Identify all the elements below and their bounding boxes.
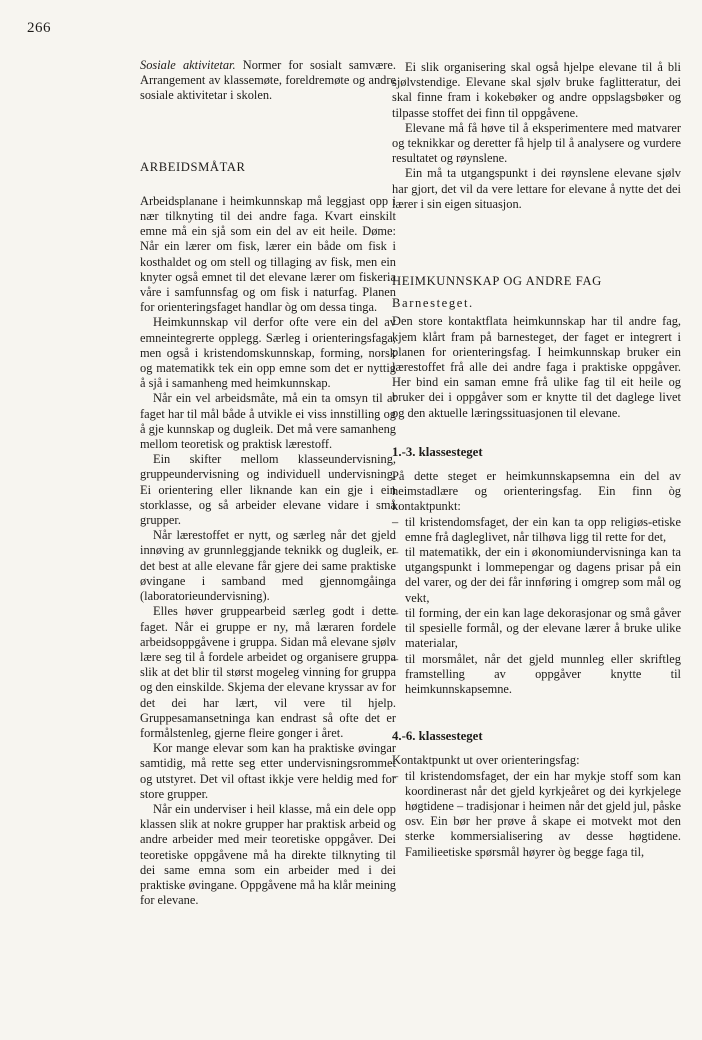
right-column xyxy=(392,60,681,860)
list-item: – til kristendomsfaget, der ein har mykje stoff som kan koordinerast når det gjeld kyrkjeåret og dei kyrkjelege høgtidene – tradisjonar i heimen når det gjeld jul, påske osv. Ein bør her prøve å skape ei motvekt mot den sterke kommersialisering av desse høgtidene. Familieetiske spørsmål høyrer òg begge faga til, xyxy=(392,769,681,860)
heading-4-6-klassesteget: 4.-6. klassesteget xyxy=(392,729,483,744)
paragraph: Kor mange elevar som kan ha praktiske øvingar samtidig, må rette seg etter undervisningsrommet og utstyret. Det vil oftast ikkje vere heldig med for store grupper. xyxy=(140,741,396,801)
paragraph: Ein skifter mellom klasseundervisning, gruppeundervisning og individuell undervisning. Ei orientering eller liknande kan ein gje i ein storklasse, og så arbeider elevane vidare i små grupper. xyxy=(140,452,396,528)
paragraph: Når ein vel arbeidsmåte, må ein ta omsyn til at faget har til mål både å utvikle ei viss innstilling og å gje kunnskap og dugleik. Det må vere samanheng mellom teoretisk og praktisk lærestoff. xyxy=(140,391,396,452)
list-item: – til matematikk, der ein i økonomiundervisninga kan ta utgangspunkt i lommepengar og dagens prisar på ein del varer, og der dei får innføring i omgrep som mål og vekt, xyxy=(392,545,681,606)
paragraph: Den store kontaktflata heimkunnskap har til andre fag, kjem klårt fram på barnesteget, der faget er integrert i planen for orienteringsfag. I heimkunnskap bruker ein lærestoffet frå alle dei andre faga i praktiske oppgåver. Her bind ein saman emne frå ulike fag til eit heile og bruker dei i oppgåver som er knytte til det daglege livet og den aktuelle læringssituasjonen til elevane. xyxy=(392,314,681,420)
paragraph: På dette steget er heimkunnskapsemna ein del av heimstadlære og orienteringsfag. Ein finn òg kontaktpunkt: xyxy=(392,469,681,514)
paragraph: Når ein underviser i heil klasse, må ein dele opp klassen slik at nokre grupper har praktisk arbeid og andre arbeider med meir teoretiske oppgåver. Dei teoretiske oppgåvene må ha direkte tilknyting til dei same emna som ein arbeider med i dei praktiske øvingane. Oppgåvene må ha klår meining for elevane. xyxy=(140,801,396,908)
left-column xyxy=(140,58,396,908)
list-item: – til kristendomsfaget, der ein kan ta opp religiøs-etiske emne frå dagleglivet, når tilhøva ligg til rette for det, xyxy=(392,515,681,545)
paragraph: Elles høver gruppearbeid særleg godt i dette faget. Når ei gruppe er ny, må læraren fordele arbeidsoppgåvene i gruppa. Sidan må elevane sjølv lære seg til å fordele arbeidet og organisere gruppa slik at det blir til størst mogeleg vinning for gruppa og den einskilde. Skjema der elevane kryssar av for det dei har lært, vil vere til hjelp. Gruppesamansetninga kan endrast så ofte det er formålstenleg, gjerne fleire gonger i året. xyxy=(140,604,396,740)
paragraph: Kontaktpunkt ut over orienteringsfag: xyxy=(392,753,580,768)
subheading-barnesteget: Barnesteget. xyxy=(392,296,474,311)
intro-paragraph xyxy=(140,58,396,104)
list xyxy=(392,515,681,697)
paragraph: Når lærestoffet er nytt, og særleg når det gjeld innøving av grunnleggjande teknikk og dugleik, er det best at alle elevane får gjere dei same praktiske øvingane i samband med gjennomgåinga (laboratorieundervisning). xyxy=(140,528,396,604)
heading-heimkunnskap-og-andre-fag: HEIMKUNNSKAP OG ANDRE FAG xyxy=(392,274,602,289)
paragraph: Arbeidsplanane i heimkunnskap må leggjast opp i nær tilknyting til dei andre faga. Kvart einskilt emne må ein sjå som ein del av eit heile. Døme: Når ein lærer om fisk, lærer ein både om fisk i kosthaldet og om stell og tillaging av fisk, men ein knyter også emnet til det elevane lærer om fiskeria våre i samfunnsfag og om fisk i naturfag. Planen for orienteringsfaget handlar òg om dessa tinga. xyxy=(140,193,396,315)
heading-arbeidsmatar: ARBEIDSMÅTAR xyxy=(140,159,246,174)
intro-text: Normer for sosialt samvære. Arrangement av klassemøte, foreldremøte og andre sosiale aktivitetar i skolen. xyxy=(140,58,396,103)
heading-1-3-klassesteget: 1.-3. klassesteget xyxy=(392,444,483,459)
paragraph: Heimkunnskap vil derfor ofte vere ein del av emneintegrerte opplegg. Særleg i orienteringsfaga, men også i kristendomskunnskap, forming, norsk og matematikk tek ein opp emne som det er nyttig å sjå i samanheng med heimkunnskap. xyxy=(140,315,396,391)
list-item: – til forming, der ein kan lage dekorasjonar og små gåver til spesielle formål, og der elevane lærer å bruke ulike materialar, xyxy=(392,606,681,652)
paragraph: Ein må ta utgangspunkt i dei røynslene elevane sjølv har gjort, det vil da vere lettare for elevane å nytte det dei lærer i sin eigen situasjon. xyxy=(392,166,681,211)
page-number: 266 xyxy=(27,20,51,36)
list xyxy=(392,769,681,860)
paragraph: Ei slik organisering skal også hjelpe elevane til å bli sjølvstendige. Elevane skal sjølv bruke faglitteratur, dei skal finne fram i kokebøker og andre oppslagsbøker og tilpasse stoffet dei finn til oppgåvene. xyxy=(392,60,681,120)
paragraph: Elevane må få høve til å eksperimentere med matvarer og teknikkar og deretter få hjelp til å analysere og vurdere resultatet og røynslene. xyxy=(392,120,681,166)
list-item: – til morsmålet, når det gjeld munnleg eller skriftleg framstelling av oppgåver knytte til heimkunnskapsemne. xyxy=(392,652,681,698)
intro-italic: Sosiale aktivitetar. xyxy=(140,58,236,72)
